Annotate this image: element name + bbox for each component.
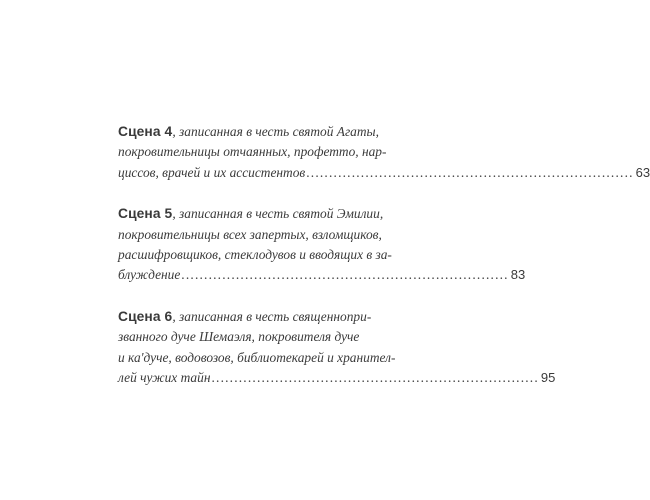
scene-label: Сцена 5 — [118, 206, 173, 222]
toc-last-line — [118, 163, 650, 183]
toc-entry-scene-6[interactable] — [118, 307, 556, 389]
scene-description: лей чужих тайн — [118, 370, 211, 386]
scene-description: званного дуче Шемаэля, покровителя дуче — [118, 329, 360, 345]
page-number: 95 — [540, 370, 556, 386]
scene-description: , записанная в честь святой Эмилии, — [172, 206, 384, 222]
scene-label: Сцена 6 — [118, 308, 173, 324]
scene-description: циссов, врачей и их ассистентов — [118, 164, 306, 180]
scene-description: покровительницы отчаянных, профетто, нар- — [118, 144, 387, 160]
scene-description: , записанная в честь святой Агаты, — [172, 124, 379, 139]
toc-last-line — [118, 368, 556, 388]
dot-leader: ........................................................................ — [181, 267, 509, 283]
dot-leader: ........................................................................ — [306, 164, 634, 180]
toc-line — [118, 122, 402, 142]
dot-leader: ........................................................................ — [211, 370, 539, 386]
toc-entry-scene-4[interactable] — [118, 122, 650, 183]
scene-description: , записанная в честь священнопри- — [172, 308, 372, 324]
scene-description: расшифровщиков, стеклодувов и вводящих в за- — [118, 247, 392, 263]
toc-last-line — [118, 265, 526, 285]
toc-line — [118, 204, 402, 224]
page-number: 83 — [510, 267, 526, 283]
toc-entry-scene-5[interactable] — [118, 204, 526, 286]
scene-description: покровительницы всех запертых, взломщиков, — [118, 226, 382, 242]
toc-line — [118, 307, 402, 327]
scene-description: и ка'дуче, водовозов, библиотекарей и хранител- — [118, 349, 396, 365]
page-number: 63 — [635, 164, 650, 180]
scene-description: блуждение — [118, 267, 181, 283]
scene-label: Сцена 4 — [118, 124, 173, 139]
table-of-contents — [118, 122, 650, 388]
